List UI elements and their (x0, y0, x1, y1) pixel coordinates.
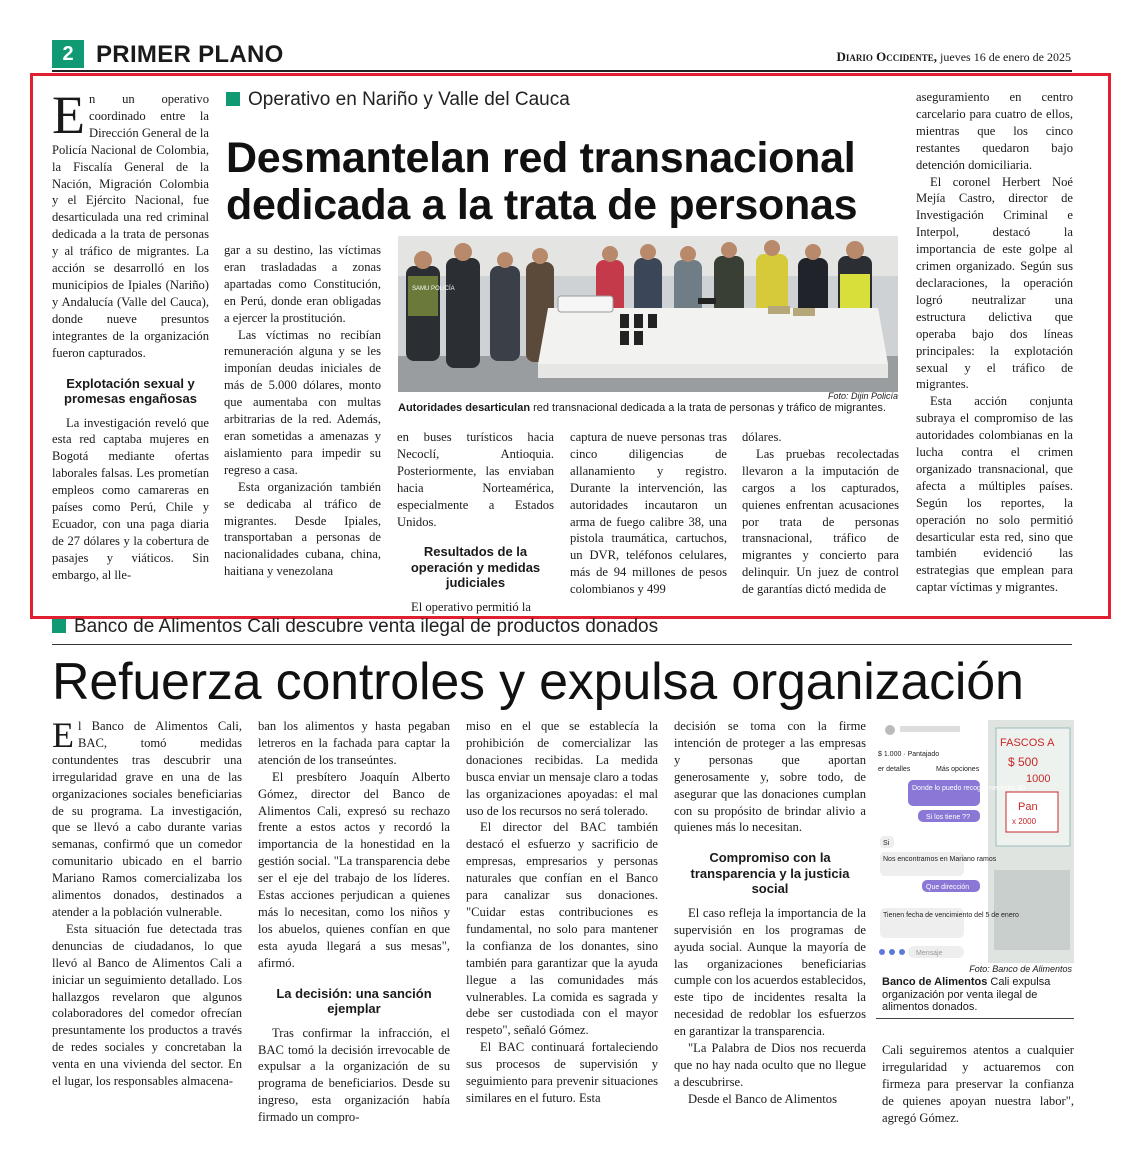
story1-paragraph: Esta acción conjunta subraya el compromiso de las autoridades colombianas en la lucha contra el crimen organizado transnacional, que afecta a múltiples países. Según los reportes, la operación no solo permitió desarticular esta red, sino que también evidenció las estrategias que emplean para captar víctimas y migrantes. (916, 394, 1073, 595)
chat-msg-5: Que dirección (926, 884, 970, 891)
page-number: 2 (52, 40, 84, 68)
masthead-info (837, 49, 1071, 65)
story1-paragraph: dólares. (742, 430, 782, 444)
story2-paragraph: El caso refleja la importancia de la supervisión en los programas de ayuda social. Aunque la mayoría de las organizaciones beneficiarias cumple con los acuerdos establecidos, este tipo de incidentes resalta la necesidad de redoblar los esfuerzos en garantizar la transparencia. (674, 905, 866, 1039)
story2-paragraph: Tras confirmar la infracción, el BAC tomó la decisión irrevocable de expulsar a la organización de su programa de beneficiarios. Desde su ingreso, esta organización había firmado un compro- (258, 1025, 450, 1125)
story2-rule (52, 644, 1072, 645)
chat-more-options: Más opciones (936, 766, 980, 773)
story1-column-2 (224, 242, 381, 580)
story2-column-1 (52, 715, 242, 1090)
story1-paragraph: Esta organización también se dedicaba al tráfico de migrantes. Desde Ipiales, transportaban a personas de nacionalidades cubana, china, haitiana y venezolana (224, 479, 381, 579)
police-lineup-photo (398, 236, 898, 392)
story2-column-2 (258, 718, 450, 1126)
story1-paragraph: aseguramiento en centro carcelario para cuatro de ellos, mientras que los cinco restantes quedaron bajo detención domiciliaria. (916, 90, 1073, 172)
chat-msg-4: Nos encontramos en Mariano ramos (883, 856, 997, 863)
story2-photo-credit: Foto: Banco de Alimentos (969, 964, 1072, 974)
kicker-square-icon (52, 619, 66, 633)
story2-paragraph: Cali seguiremos atentos a cualquier irregularidad y actuaremos con firmeza para preservar la confianza de quienes apoyan nuestra labor", agregó Gómez. (882, 1043, 1074, 1125)
story1-column-4 (570, 429, 727, 598)
caption-bold: Autoridades desarticulan (398, 402, 531, 414)
story1-paragraph: Las pruebas recolectadas llevaron a la imputación de cargos a los capturados, quienes enfrentan acusaciones por trata de personas transnacional, tráfico de migrantes y concierto para delinquir. Un juez de control de garantías dictó medida de (742, 446, 899, 597)
story2-paragraph: decisión se toma con la firme intención de proteger a las empresas y personas que aportan generosamente y, sobre todo, de asegurar que las donaciones cumplan con su propósito de brindar alivio a quienes más lo necesitan. (674, 719, 866, 835)
story1-column-1 (52, 85, 209, 584)
story2-photo (876, 720, 1074, 963)
chat-msg-2: Si los tiene ?? (926, 814, 970, 821)
chat-price: $ 1.000 · Pantajado (878, 751, 940, 758)
story2-paragraph: El presbítero Joaquín Alberto Gómez, director del Banco de Alimentos Cali, expresó su rechazo frente a estos actos y recordó la importancia de la honestidad en la gestión social. "La transparencia debe ser el eje del trabajo de los líderes. Estas acciones perjudican a quienes más lo necesitan, como los niños y los abuelos, quienes confían en que esta ayuda llegará a sus mesas", afirmó. (258, 769, 450, 970)
story1-paragraph: El operativo permitió la (411, 599, 531, 614)
section-title: PRIMER PLANO (96, 41, 284, 68)
story1-subhead-1: Explotación sexual y promesas engañosas (64, 375, 197, 406)
story1-lead-text: n un operativo coordinado entre la Dirección General de la Policía Nacional de Colombia, la Fiscalía General de la Nación, Migración Colombia y el Ejército Nacional, fue desarticulada una red criminal dedicada a la trata de personas y al tráfico de migrantes. La acción se desarrolló en los municipios de Ipiales (Nariño) y Andalucía (Valle del Cauca), donde nueve presuntos integrantes de la organización fueron capturados. (52, 92, 209, 360)
story2-paragraph: "La Palabra de Dios nos recuerda que no hay nada oculto que no llegue a descubrirse. (674, 1041, 866, 1089)
story1-photo-credit: Foto: Dijin Policía (827, 391, 898, 401)
caption-bold: Banco de Alimentos (882, 976, 988, 988)
story1-subhead-2: Resultados de la operación y medidas judiciales (410, 544, 541, 591)
story2-column-4 (674, 718, 866, 1108)
story2-column-3 (466, 718, 658, 1107)
sign-line-1: FASCOS A (1000, 737, 1055, 749)
story1-paragraph: en buses turísticos hacia Necoclí, Antioquia. Posteriormente, las enviaban hacia Norteamérica, especialmente a Estados Unidos. (397, 430, 554, 529)
kicker-square-icon (226, 92, 240, 106)
story1-lead-paragraph (52, 85, 209, 362)
story1-column-3 (397, 429, 554, 616)
story2-subhead-1: La decisión: una sanción ejemplar (276, 985, 432, 1017)
story2-lead-text: l Banco de Alimentos Cali, BAC, tomó medidas contundentes tras descubrir una irregularidad grave en una de las organizaciones sociales beneficiarias de su programa. La investigación, que se llevó a cabo durante varias semanas, confirmó que un comedor comunitario ubicado en el barrio Mariano Ramos comercializaba los alimentos donados, destinados a atender a la población vulnerable. (52, 719, 242, 919)
story1-paragraph: captura de nueve personas tras cinco diligencias de allanamiento y registro. Durante la intervención, las autoridades incautaron un arma de fuego calibre 38, una pistola traumática, cartuchos, un DVR, teléfonos celulares, más de 94 millones de pesos colombianos y 499 (570, 430, 727, 597)
story1-kicker-text: Operativo en Nariño y Valle del Cauca (248, 89, 570, 110)
sign-line-3: 1000 (1026, 773, 1051, 785)
story2-paragraph: El BAC continuará fortaleciendo sus procesos de supervisión y seguimiento para prevenir situaciones similares en el futuro. Esta (466, 1040, 658, 1105)
story1-headline: Desmantelan red transnacional dedicada a la trata de personas (226, 134, 858, 229)
story1-paragraph: La investigación reveló que esta red captaba mujeres en Bogotá mediante ofertas laborales falsas. Les prometían empleos como camareras en países como Perú, Chile y Ecuador, con una paga diaria de 27 dólares y la cobertura de pasajes y viáticos. Sin embargo, al lle- (52, 415, 209, 582)
chat-msg-6: Tienen fecha de vencimiento del 5 de enero (883, 912, 1019, 919)
sign-line-2: $ 500 (1008, 755, 1039, 769)
story1-paragraph: gar a su destino, las víctimas eran trasladadas a zonas apartadas como Constitución, en Perú, donde eran obligadas a ejercer la prostitución. (224, 243, 381, 325)
drop-cap: E (52, 715, 74, 755)
story2-lead-paragraph (52, 715, 242, 921)
caption-text: red transnacional dedicada a la trata de personas y tráfico de migrantes. (530, 402, 886, 414)
header-rule (52, 70, 1072, 72)
story2-kicker-text: Banco de Alimentos Cali descubre venta ilegal de productos donados (74, 616, 659, 637)
story1-photo (398, 236, 898, 392)
chat-input: Mensaje (916, 950, 943, 957)
story2-paragraph: miso en el que se establecía la prohibición de comercializar las donaciones recibidas. La medida busca enviar un mensaje claro a todas las organizaciones apoyadas: el mal uso de los recursos no será tolerado. (466, 719, 658, 818)
story2-column-5 (882, 1042, 1074, 1127)
chat-screenshot-photo (876, 720, 1074, 963)
story2-paragraph: ban los alimentos y hasta pegaban letreros en la fachada para captar la atención de los transeúntes. (258, 719, 450, 767)
caption-rule (876, 1018, 1074, 1019)
story1-paragraph: Las víctimas no recibían remuneración alguna y se les imponían deudas iniciales de más de 5.000 dólares, monto que aumentaba con multas arbitrarias de la red. Además, eran sometidas a amenazas y aislamiento para impedir su regreso a casa. (224, 327, 381, 477)
story1-caption (398, 402, 898, 415)
story2-paragraph: Esta situación fue detectada tras denuncias de ciudadanos, lo que llevó al Banco de Alimentos Cali a iniciar un seguimiento detallado. Los hallazgos revelaron que algunos colaboradores del comedor ofrecían presuntamente los productos a través de redes sociales y concretaban la venta en una vivienda del sector. En el lugar, los responsables almacena- (52, 921, 242, 1089)
chat-msg-1: Donde lo puedo recoger necesito 30 (912, 785, 1025, 792)
chat-details: er detalles (878, 766, 911, 773)
paper-name: Diario Occidente, (836, 49, 938, 64)
issue-date: jueves 16 de enero de 2025 (937, 50, 1071, 64)
story1-paragraph: El coronel Herbert Noé Mejía Castro, director de Investigación Criminal e Interpol, destacó la importancia de este golpe al crimen organizado. Según sus declaraciones, la operación logró neutralizar una estructura delictiva que operaba bajo dos líneas principales: la explotación sexual y el tráfico de migrantes. (916, 174, 1073, 392)
sign-line-5: x 2000 (1012, 817, 1037, 826)
story2-paragraph: El director del BAC también destacó el esfuerzo y sacrificio de empresas, empresarios y personas naturales que confían en el Banco para canalizar sus donaciones. "Cuidar estas contribuciones es fundamental, no solo para mantener la confianza de los donantes, sino también para garantizar que la ayuda llegue a las comunidades más vulnerables. La comida es sagrada y debe ser custodiada con el mayor respeto", señaló Gómez. (466, 820, 658, 1038)
sign-line-4: Pan (1018, 801, 1038, 813)
story1-column-5 (742, 429, 899, 598)
story2-kicker (52, 616, 658, 638)
vest-text: SAMU POLICÍA (412, 286, 455, 292)
story2-headline: Refuerza controles y expulsa organización (52, 653, 1024, 711)
story2-paragraph: Desde el Banco de Alimentos (688, 1091, 837, 1106)
chat-msg-3: Si (883, 840, 890, 847)
story2-subhead-2: Compromiso con la transparencia y la justicia social (690, 850, 850, 897)
story1-column-6 (916, 89, 1073, 596)
story2-caption (882, 976, 1074, 1014)
drop-cap: E (52, 85, 85, 145)
caption-text: Cali expulsa organización por venta ilegal de alimentos donados. (882, 976, 1051, 1013)
story1-kicker (226, 89, 570, 111)
